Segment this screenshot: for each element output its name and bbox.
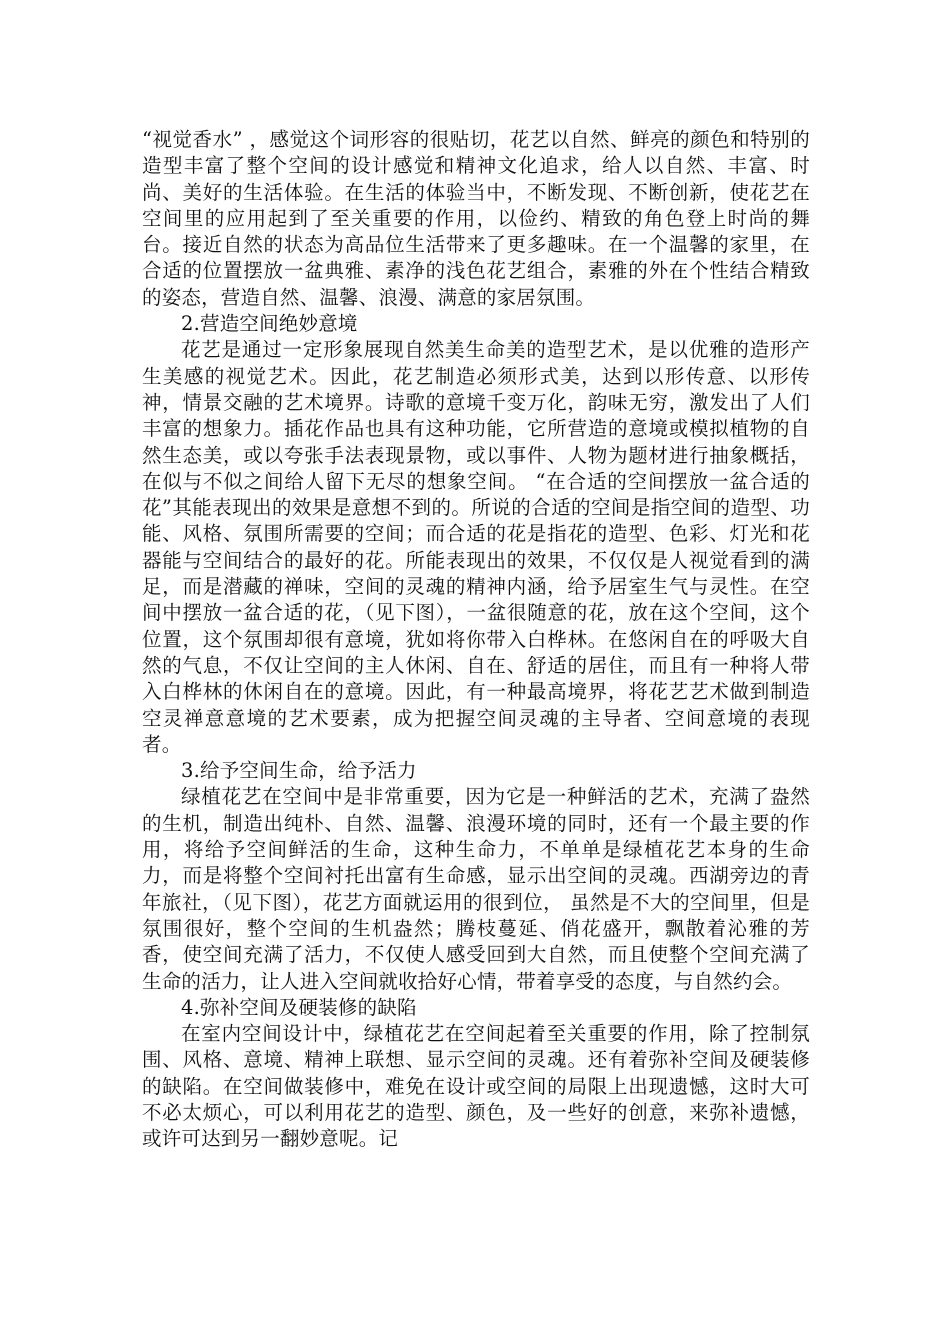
paragraph-section-2: 花艺是通过一定形象展现自然美生命美的造型艺术，是以优雅的造形产生美感的视觉艺术。因此，花艺制造必须形式美，达到以形传意、以形传神，情景交融的艺术境界。诗歌的意境千变万化，韵味无穷，激发出了人们丰富的想象力。插花作品也具有这种功能，它所营造的意境或模拟植物的自然生态美，或以夸张手法表现景物，或以事件、人物为题材进行抽象概括，在似与不似之间给人留下无尽的想象空间。 “在合适的空间摆放一盆合适的花”其能表现出的效果是意想不到的。所说的合适的空间是指空间的造型、功能、风格、氛围所需要的空间；而合适的花是指花的造型、色彩、灯光和花器能与空间结合的最好的花。所能表现出的效果，不仅仅是人视觉看到的满足，而是潜藏的禅味，空间的灵魂的精神内涵，给予居室生气与灵性。在空间中摆放一盆合适的花，（见下图），一盆很随意的花，放在这个空间，这个位置，这个氛围却很有意境，犹如将你带入白桦林。在悠闲自在的呼吸大自然的气息，不仅让空间的主人休闲、自在、舒适的居住，而且有一种将人带入白桦林的休闲自在的意境。因此，有一种最高境界，将花艺艺术做到制造空灵禅意意境的艺术要素，成为把握空间灵魂的主导者、空间意境的表现者。 [142, 338, 810, 756]
document-body [142, 127, 810, 1153]
paragraph-section-3: 绿植花艺在空间中是非常重要，因为它是一种鲜活的艺术，充满了盎然的生机，制造出纯朴、自然、温馨、浪漫环境的同时，还有一个最主要的作用，将给予空间鲜活的生命，这种生命力，不单单是绿植花艺本身的生命力，而是将整个空间衬托出富有生命感，显示出空间的灵魂。西湖旁边的青年旅社，（见下图），花艺方面就运用的很到位， 虽然是不大的空间里，但是氛围很好，整个空间的生机盎然；腾枝蔓延、俏花盛开，飘散着沁雅的芳香，使空间充满了活力，不仅使人感受回到大自然，而且使整个空间充满了生命的活力，让人进入空间就收拾好心情，带着享受的态度，与自然约会。 [142, 785, 810, 993]
section-heading-4: 4.弥补空间及硬装修的缺陷 [181, 995, 417, 1019]
paragraph-section-4: 在室内空间设计中，绿植花艺在空间起着至关重要的作用，除了控制氛围、风格、意境、精神上联想、显示空间的灵魂。还有着弥补空间及硬装修的缺陷。在空间做装修中，难免在设计或空间的局限上出现遗憾，这时大可不必太烦心，可以利用花艺的造型、颜色，及一些好的创意，来弥补遗憾，或许可达到另一翻妙意呢。记 [142, 1022, 810, 1151]
section-heading-3: 3.给予空间生命，给予活力 [181, 759, 417, 783]
paragraph-intro: “视觉香水” ，感觉这个词形容的很贴切，花艺以自然、鲜亮的颜色和特别的造型丰富了整个空间的设计感觉和精神文化追求，给人以自然、丰富、时尚、美好的生活体验。在生活的体验当中，不断发现、不断创新，使花艺在空间里的应用起到了至关重要的作用，以俭约、精致的角色登上时尚的舞台。接近自然的状态为高品位生活带来了更多趣味。在一个温馨的家里，在合适的位置摆放一盆典雅、素净的浅色花艺组合，素雅的外在个性结合精致的姿态，营造自然、温馨、浪漫、满意的家居氛围。 [142, 128, 810, 309]
section-heading-2: 2.营造空间绝妙意境 [181, 312, 358, 336]
